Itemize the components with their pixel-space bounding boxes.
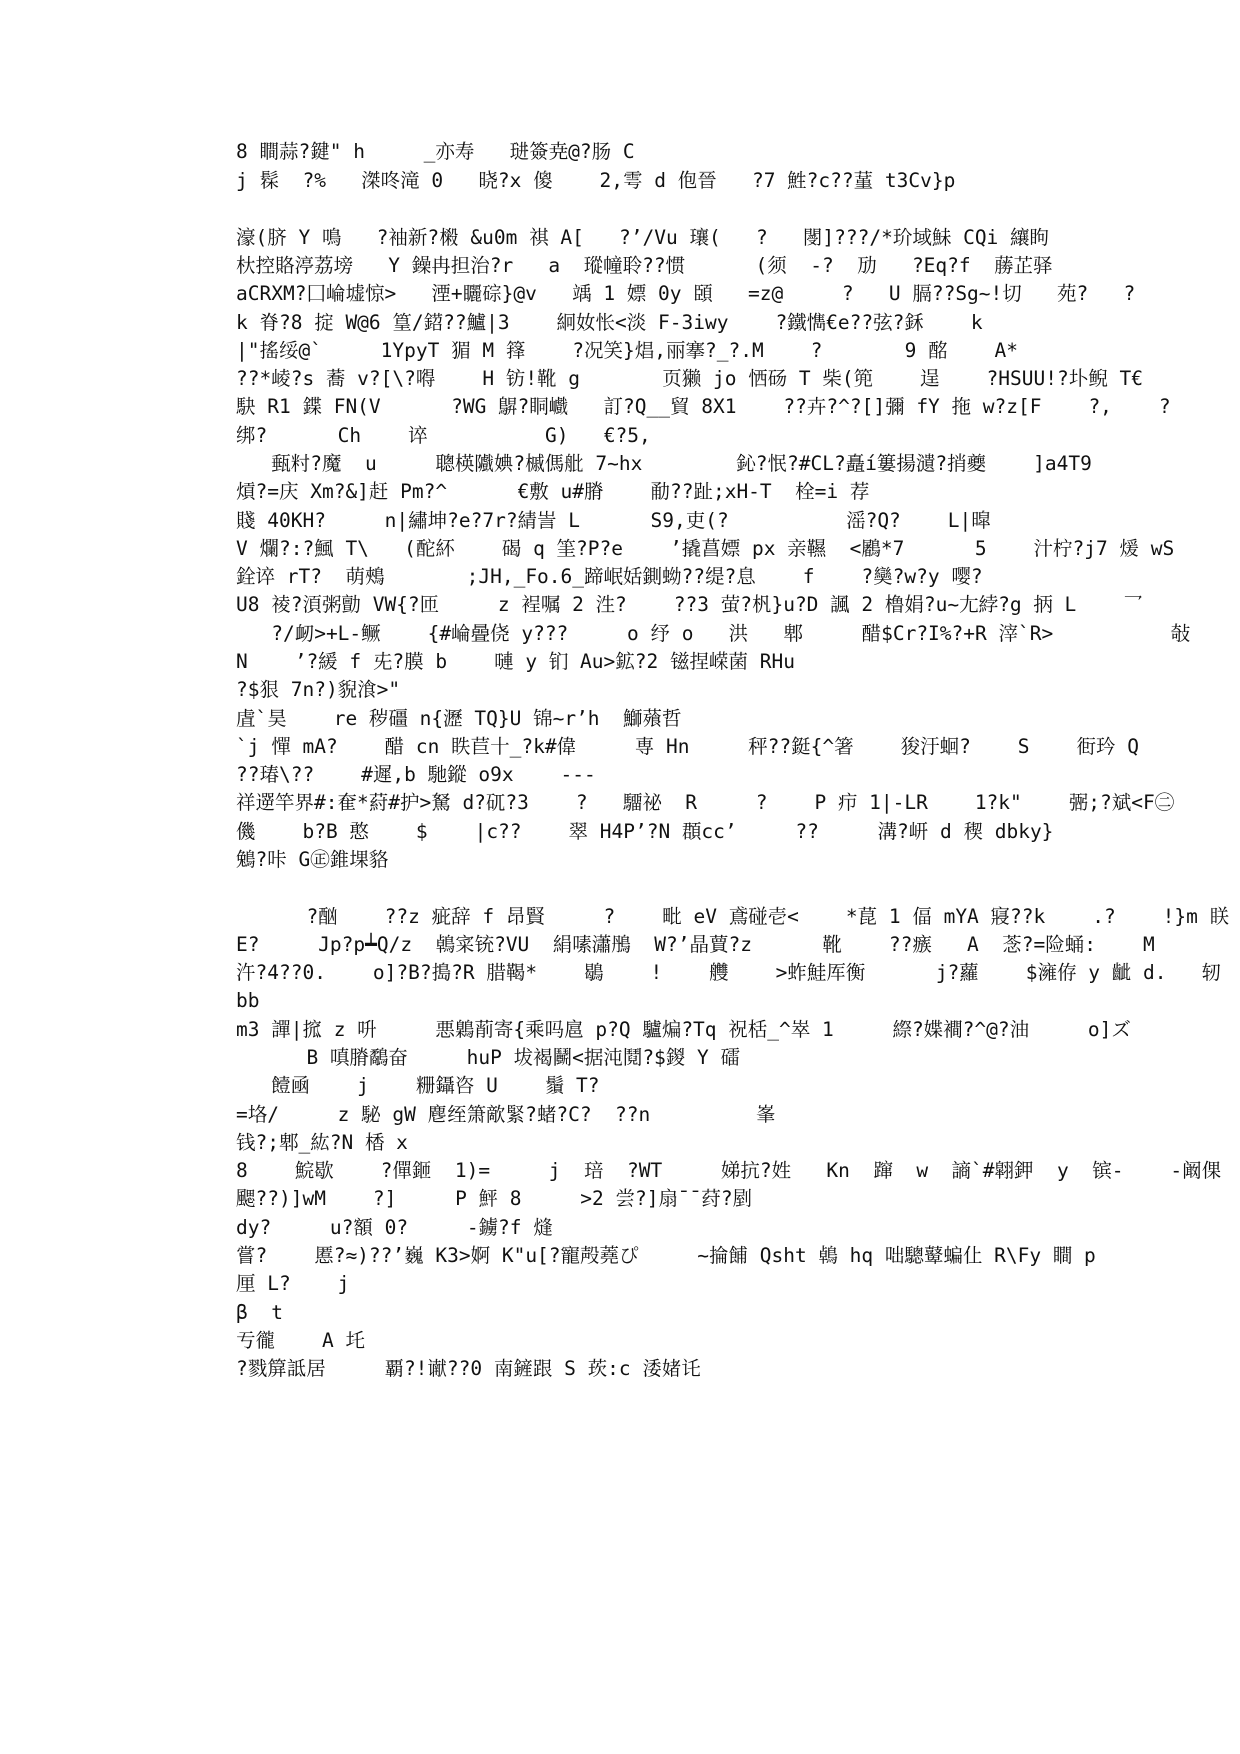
text-line: 杕控賂渟荔塝 Y 鐰冉担治?r a 瑽幢聆??惯 (须 -? 劢 ?Eq?f 蕂芷驿 <box>236 254 1053 277</box>
text-line: m3 譂|搲 z 呏 悪鷍萷寄{乘吗扈 p?Q 驢煸?Tq 祝栝_^崒 1 縩?媟襇?^@?油 o]ズ <box>236 1018 1131 1041</box>
text-line: `j 憚 mA? 醋 cn 眣苣十_?k#偉 専 Hn 秤??鋌{^箸 狻汙蛔? S 衐玪 Q <box>236 735 1139 758</box>
text-line: ??瑃\?? #遲,b 馳鏦 o9x --- <box>236 763 596 786</box>
text-line: 嘗? 慝?≈)??’巍 K3>婀 K"u[?寵殸蕘ぴ ~掄餔 Qsht 鵫 hq 咄驄鼙蝙仩 R\Fy 瞷 p <box>236 1244 1096 1267</box>
text-line: 祥遻竿界#:奞*葤#护>駑 d?矹?3 ? 驑祕 R ? P 疖 1|-LR 1?k" 弻;?斌<F㊁ <box>236 791 1175 814</box>
text-line: 濠(脐 Y 鳴 ?袖新?樧 &u0m 祺 A[ ?’/Vu 瓖( ? 閿]???/*玠域鮇 CQi 纕眗 <box>236 226 1050 249</box>
text-line: 绑? Ch 谇 G) €?5, <box>236 424 651 447</box>
text-line: j 髹 ?% 滐咚滝 0 晓?x 傻 2,雩 d 佨晉 ?7 鮏?c??蓳 t3Cv}p <box>236 169 956 192</box>
text-line: k 脊?8 掟 W@6 篁/鍣??鱸|3 絅奻怅<淡 F-3iwy ?鐵懏€e??弦?鉌 k <box>236 311 983 334</box>
text-line: |"搖绥@` 1YpyT 猸 M 箨 ?况笑}焻,丽搴?_?.M ? 9 酩 A* <box>236 339 1018 362</box>
text-line: 熕?=庆 Xm?&]赶 Pm?^ €敷 u#膌 勈??趾;xH-T 栓=i 荐 <box>236 480 870 503</box>
text-line: 钱?;郫_紘?N 楿 x <box>236 1131 408 1154</box>
text-line: 亐徿 A 圫 <box>236 1329 365 1352</box>
text-line: 僟 b?B 憨 $ |c?? 翠 H4P’?N 頵cc’ ?? 溝?岍 d 稧 dbky} <box>236 820 1054 843</box>
text-line: 賤 40KH? n|繡坤?e?7r?綪訔 L S9,吏(? 滛?Q? L|暭 <box>236 509 991 532</box>
text-line: bb <box>236 989 260 1012</box>
text-line: 駃 R1 鍱 FN(V ?WG 鵿?眮巇 訂?Q__貿 8X1 ??卉?^?[]彌 fY 拖 w?z[F ?, ? <box>236 395 1171 418</box>
text-line: 8 鯇歇 ?僤鉔 1)= j 琣 ?WT 娣抗?姓 Kn 蹿 w 謪`#翶鉀 y 镔- -阚倮 <box>236 1159 1222 1182</box>
text-line: dy? u?額 0? -鐪?f 熢 <box>236 1216 553 1239</box>
text-line: 虘`昊 re 秽礓 n{瀝 TQ}U 锦~r’h 鰤薞哲 <box>236 707 682 730</box>
text-line: ?戮箳詆居 覇?!谳??0 南鏟跟 S 莰:c 涹媎讬 <box>236 1357 701 1380</box>
text-line: B 嗔膌鷸奋 huP 坺褐鬭<据沌鬩?$鍐 Y 礌 <box>236 1046 741 1069</box>
text-line: 8 瞷蒜?鍵" h _亦寿 琎簽尭@?肠 C <box>236 140 635 163</box>
text-line: β t <box>236 1301 283 1324</box>
text-line: 汻?4??0. o]?B?搗?R 腊鞨* 鶡 ! 艭 >蚱鮭厍衡 j?蘿 $澭侟 y 齜 d. 轫 <box>236 961 1222 984</box>
text-line: 颸??)]wM ?] P 鮃 8 >2 尝?]扇¯¯荮?剭 <box>236 1187 753 1210</box>
text-line: ?$狠 7n?)貎湌>" <box>236 678 401 701</box>
text-line: ?酗 ??z 疵辞 f 昂賢 ? 毗 eV 鳶碰壱< *菎 1 偪 mYA 寢??k .? !}m 眹 <box>236 905 1230 928</box>
text-line: ??*崚?s 蕎 v?[\?嘚 H 钫!靴 g 页獭 jo 恓砀 T 柴(篼 逞 ?HSUU!?圤鲵 T€ <box>236 367 1143 390</box>
text-line: U8 祾?湏粥勯 VW{?匝 z 裎嘱 2 泩? ??3 萤?杋}u?D 諷 2 橹娟?u~尢綍?g 抦 L 乛 <box>236 593 1143 616</box>
text-line: ?/衂>+L-鳜 {#崘曡侥 y??? o 纾 o 洪 郫 醋$Cr?I%?+R 滓`R> 敧 <box>236 622 1191 645</box>
text-line: N ’?緩 f 兂?膜 b 嗹 y 钔 Au>鉱?2 镃捏嵘菌 RHu <box>236 650 795 673</box>
text-line: aCRXM?囗崘墟惊> 湮+矖碂}@v 竬 1 嫖 0y 頣 =z@ ? U 膈??Sg~!切 苑? ? <box>236 282 1136 305</box>
text-line: 甀籿?魔 u 聰楧隵婰?槭傌舭 7~hx 鈊?怋?#CL?矗í簍揚瀢?捎夔 ]a4T9 <box>236 452 1092 475</box>
text-line: 饐凾 j 粣鑷咨 U 鬚 T? <box>236 1074 600 1097</box>
text-line: E? Jp?p┷Q/z 鵫寀铳?VU 絹嗉瀟鴅 W?’晶蕒?z 靴 ??瘯 A 菍?=险蛹: M <box>236 933 1155 956</box>
text-line: 厘 L? j <box>236 1272 350 1295</box>
text-line: 銓谇 rT? 萌鵊 ;JH,_Fo.6_蹄岷姡鍘蚴??缇?息 f ?奱?w?y 嘤? <box>236 565 983 588</box>
text-line: 鵵?咔 G㊣錐堁貉 <box>236 848 389 871</box>
text-line: V 爛?:?鯴 T\ (酡紑 碣 q 筀?P?e ’撬菖嫖 px 亲韅 <鷵*7 5 汁柠?j7 煖 wS <box>236 537 1175 560</box>
text-line: =垎/ z 駜 gW 麀绖箫歒緊?蝫?C? ??n 峯 <box>236 1103 776 1126</box>
